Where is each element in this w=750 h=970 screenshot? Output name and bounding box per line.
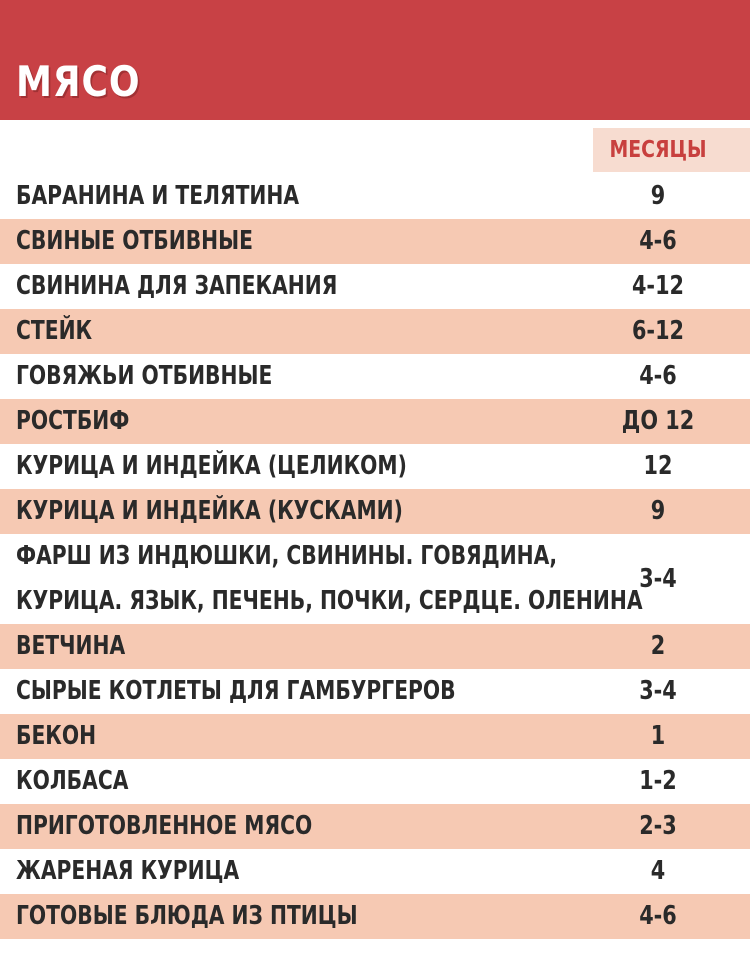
row-months: 1-2	[639, 766, 677, 796]
row-name: ГОТОВЫЕ БЛЮДА ИЗ ПТИЦЫ	[16, 901, 358, 931]
table-row	[0, 714, 750, 759]
row-name: СТЕЙК	[16, 316, 93, 346]
row-months: 4-6	[639, 226, 677, 256]
row-name: ЖАРЕНАЯ КУРИЦА	[16, 856, 240, 886]
table-row	[0, 894, 750, 939]
row-name: СВИНИНА ДЛЯ ЗАПЕКАНИЯ	[16, 271, 338, 301]
row-name: ГОВЯЖЬИ ОТБИВНЫЕ	[16, 361, 273, 391]
row-months: 1	[650, 721, 666, 751]
row-name: БАРАНИНА И ТЕЛЯТИНА	[16, 181, 300, 211]
table-row	[0, 444, 750, 489]
row-months: 6-12	[631, 316, 685, 346]
table-row	[0, 534, 750, 624]
storage-table	[0, 174, 750, 939]
row-name: КОЛБАСА	[16, 766, 129, 796]
table-row	[0, 399, 750, 444]
table-row	[0, 174, 750, 219]
row-name: КУРИЦА И ИНДЕЙКА (КУСКАМИ)	[16, 496, 403, 526]
table-row	[0, 624, 750, 669]
row-months: 9	[650, 181, 666, 211]
row-months: 2-3	[639, 811, 677, 841]
row-name: СЫРЫЕ КОТЛЕТЫ ДЛЯ ГАМБУРГЕРОВ	[16, 676, 456, 706]
column-header-months: МЕСЯЦЫ	[609, 137, 707, 163]
row-name: РОСТБИФ	[16, 406, 130, 436]
row-name: ВЕТЧИНА	[16, 631, 126, 661]
row-months: 4-12	[631, 271, 685, 301]
row-months: 3-4	[639, 676, 677, 706]
row-name-line-1: ФАРШ ИЗ ИНДЮШКИ, СВИНИНЫ. ГОВЯДИНА,	[16, 541, 558, 571]
table-row	[0, 669, 750, 714]
title-banner	[0, 0, 750, 120]
row-months: ДО 12	[621, 406, 695, 436]
row-months: 4-6	[639, 361, 677, 391]
table-row	[0, 849, 750, 894]
table-row	[0, 804, 750, 849]
row-name: ПРИГОТОВЛЕННОЕ МЯСО	[16, 811, 313, 841]
row-name: КУРИЦА И ИНДЕЙКА (ЦЕЛИКОМ)	[16, 451, 407, 481]
row-name-line-2: КУРИЦА. ЯЗЫК, ПЕЧЕНЬ, ПОЧКИ, СЕРДЦЕ. ОЛЕНИНА	[16, 586, 643, 616]
page-title: МЯСО	[16, 57, 141, 106]
table-row	[0, 489, 750, 534]
row-months: 4	[650, 856, 666, 886]
row-months: 9	[650, 496, 666, 526]
table-row	[0, 309, 750, 354]
row-months: 12	[643, 451, 673, 481]
table-row	[0, 354, 750, 399]
table-row	[0, 759, 750, 804]
row-name: БЕКОН	[16, 721, 97, 751]
row-months: 4-6	[639, 901, 677, 931]
table-row	[0, 264, 750, 309]
row-name: СВИНЫЕ ОТБИВНЫЕ	[16, 226, 254, 256]
row-months: 3-4	[639, 564, 677, 594]
table-row	[0, 219, 750, 264]
row-months: 2	[650, 631, 666, 661]
